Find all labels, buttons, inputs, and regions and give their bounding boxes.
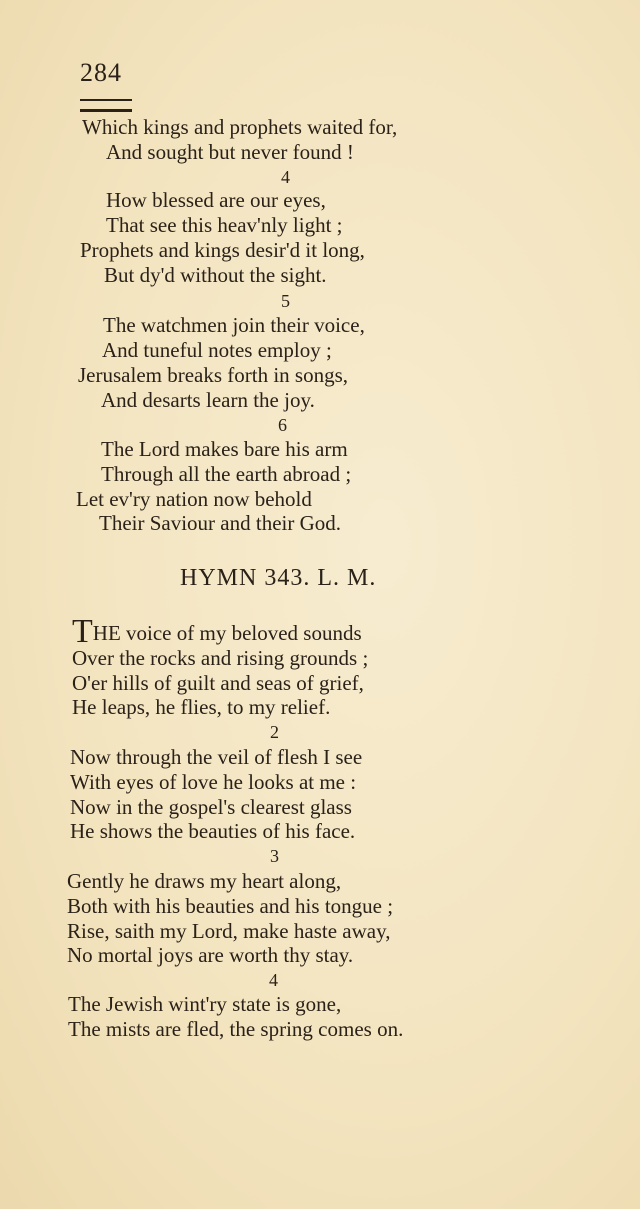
drop-cap: T (72, 613, 93, 650)
verse-line: The Lord makes bare his arm (101, 437, 348, 461)
verse-line: He shows the beauties of his face. (70, 819, 356, 843)
stanza-number: 2 (270, 722, 279, 742)
header-rule (80, 99, 132, 112)
stanza-number: 4 (281, 167, 290, 187)
verse-line: The mists are fled, the spring comes on. (68, 1017, 404, 1041)
verse-line: Let ev'ry nation now behold (76, 487, 312, 511)
verse-line: Now in the gospel's clearest glass (70, 795, 352, 819)
verse-first-line (72, 613, 362, 650)
verse-line: Over the rocks and rising grounds ; (72, 646, 369, 670)
hymn-title: HYMN 343. L. M. (180, 565, 377, 591)
verse-line: Jerusalem breaks forth in songs, (78, 363, 349, 387)
verse-line: And sought but never found ! (106, 140, 354, 164)
verse-line: No mortal joys are worth thy stay. (67, 943, 354, 967)
verse-line: Both with his beauties and his tongue ; (67, 894, 394, 918)
verse-line: Through all the earth abroad ; (101, 462, 352, 486)
verse-line: Prophets and kings desir'd it long, (80, 238, 365, 262)
verse-line: That see this heav'nly light ; (106, 213, 343, 237)
verse-line: And desarts learn the joy. (101, 388, 315, 412)
verse-line: Rise, saith my Lord, make haste away, (67, 919, 391, 943)
verse-line: Now through the veil of flesh I see (70, 745, 363, 769)
stanza-number: 6 (278, 415, 287, 435)
verse-line: The watchmen join their voice, (103, 313, 365, 337)
verse-line: And tuneful notes employ ; (102, 338, 332, 362)
stanza-number: 5 (281, 291, 290, 311)
verse-line: Gently he draws my heart along, (67, 869, 342, 893)
stanza-number: 3 (270, 846, 279, 866)
verse-line: How blessed are our eyes, (106, 188, 326, 212)
verse-line: He leaps, he flies, to my relief. (72, 695, 331, 719)
first-line-text: HE voice of my beloved sounds (92, 621, 362, 645)
verse-line: With eyes of love he looks at me : (70, 770, 357, 794)
verse-line: Which kings and prophets waited for, (82, 115, 398, 139)
stanza-number: 4 (269, 970, 278, 990)
verse-line: The Jewish wint'ry state is gone, (68, 992, 342, 1016)
verse-line: Their Saviour and their God. (99, 511, 342, 535)
verse-line: O'er hills of guilt and seas of grief, (72, 671, 364, 695)
page-number: 284 (80, 58, 122, 87)
verse-line: But dy'd without the sight. (104, 263, 327, 287)
